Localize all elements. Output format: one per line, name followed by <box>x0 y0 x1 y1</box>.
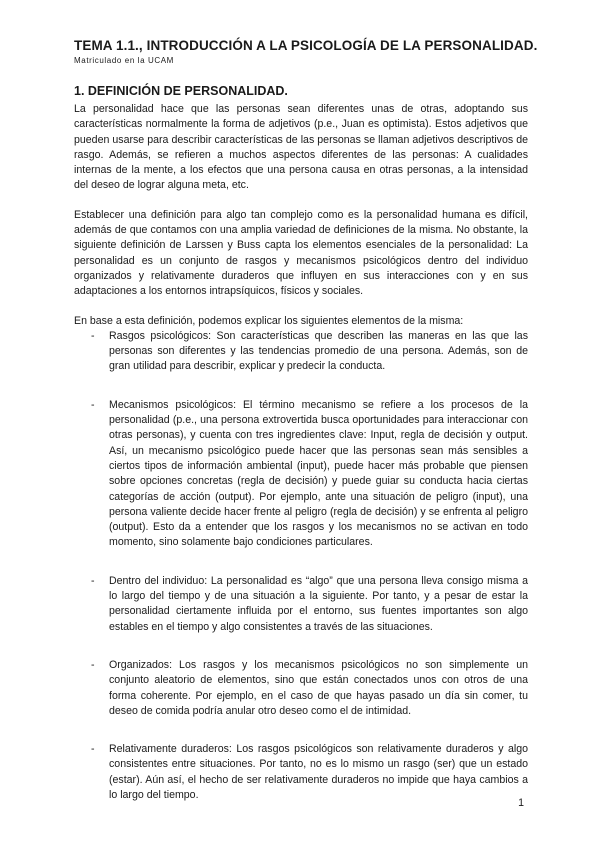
paragraph-intro: La personalidad hace que las personas sean diferentes unas de otras, adoptando sus características normalmente la forma de adjetivos (p.e., Juan es optimista). Estos adjetivos que pueden usarse para describir características de las personas se llaman adjetivos descriptivos de rasgo. Además, se refieren a muchos aspectos diferentes de las personas: A cualidades internas de la mente, a los efectos que una persona causa en otras personas, a la intensidad del deseo de lograr alguna meta, etc. <box>74 103 528 192</box>
list-marker: - <box>91 329 95 342</box>
document-subtitle: Matriculado en la UCAM <box>74 56 174 65</box>
elements-list <box>74 329 528 803</box>
document-title: TEMA 1.1., INTRODUCCIÓN A LA PSICOLOGÍA DE LA PERSONALIDAD. <box>74 38 538 53</box>
section-heading: 1. DEFINICIÓN DE PERSONALIDAD. <box>74 84 288 98</box>
list-item-text: Mecanismos psicológicos: El término mecanismo se refiere a los procesos de la personalidad (p.e., una persona extrovertida busca oportunidades para interaccionar con otras personas), y cuenta con tres ingredientes clave: Input, regla de decisión y output. Así, un mecanismo psicológico puede hacer que las personas sean más sensibles a ciertos tipos de información ambiental (input), puede hacer más probable que piensen sobre opciones concretas (regla de decisión) y puede guiar su conducta hacia ciertas categorías de acción (output). Por ejemplo, ante una situación de peligro (input), una persona valiente decide hacer frente al peligro (regla de decisión) y se enfrenta al peligro (output). Esto da a entender que los rasgos y los mecanismos no se activan en todo momento, sino solamente bajo condiciones particulares. <box>109 398 528 549</box>
list-item <box>74 742 528 803</box>
document-page <box>74 38 538 803</box>
list-item <box>74 574 528 635</box>
list-item <box>74 658 528 719</box>
list-item-text: Relativamente duraderos: Los rasgos psicológicos son relativamente duraderos y algo consistentes entre situaciones. Por tanto, no es lo mismo un rasgo (ser) que un estado (estar). Aún así, el hecho de ser relativamente duraderos no impide que haya cambios a lo largo del tiempo. <box>109 743 528 801</box>
list-item <box>74 329 528 375</box>
list-item <box>74 398 528 551</box>
list-intro: En base a esta definición, podemos explicar los siguientes elementos de la misma: <box>74 314 464 327</box>
list-marker: - <box>91 574 95 587</box>
list-marker: - <box>91 658 95 671</box>
list-marker: - <box>91 398 95 411</box>
paragraph-definition: Establecer una definición para algo tan complejo como es la personalidad humana es difícil, además de que contamos con una amplia variedad de definiciones de la misma. No obstante, la siguiente definición de Larssen y Buss capta los elementos esenciales de la personalidad: La personalidad es un conjunto de rasgos y mecanismos psicológicos dentro del individuo organizados y relativamente duraderos que influyen en sus interacciones con y en sus adaptaciones a los entornos intrapsíquicos, físicos y sociales. <box>74 208 528 298</box>
list-item-text: Organizados: Los rasgos y los mecanismos psicológicos no son simplemente un conjunto aleatorio de elementos, sino que están conectados unos con otros de una forma coherente. Por ejemplo, en el caso de que hayas pasado un día sin comer, tu deseo de comida podría anular otro deseo como el de intimidad. <box>109 658 528 717</box>
list-item-text: Rasgos psicológicos: Son características que describen las maneras en las que las personas son diferentes y las tendencias promedio de una persona. Además, son de gran utilidad para describir, explicar y predecir la conducta. <box>109 329 528 373</box>
page-number: 1 <box>518 797 524 809</box>
list-marker: - <box>91 743 95 756</box>
list-item-text: Dentro del individuo: La personalidad es “algo” que una persona lleva consigo misma a lo largo del tiempo y de una situación a la siguiente. Por tanto, y a pesar de estar la personalidad ciertamente influida por el entorno, sus fuentes importantes son algo estables en el tiempo y algo consistentes a través de las situaciones. <box>109 574 528 633</box>
